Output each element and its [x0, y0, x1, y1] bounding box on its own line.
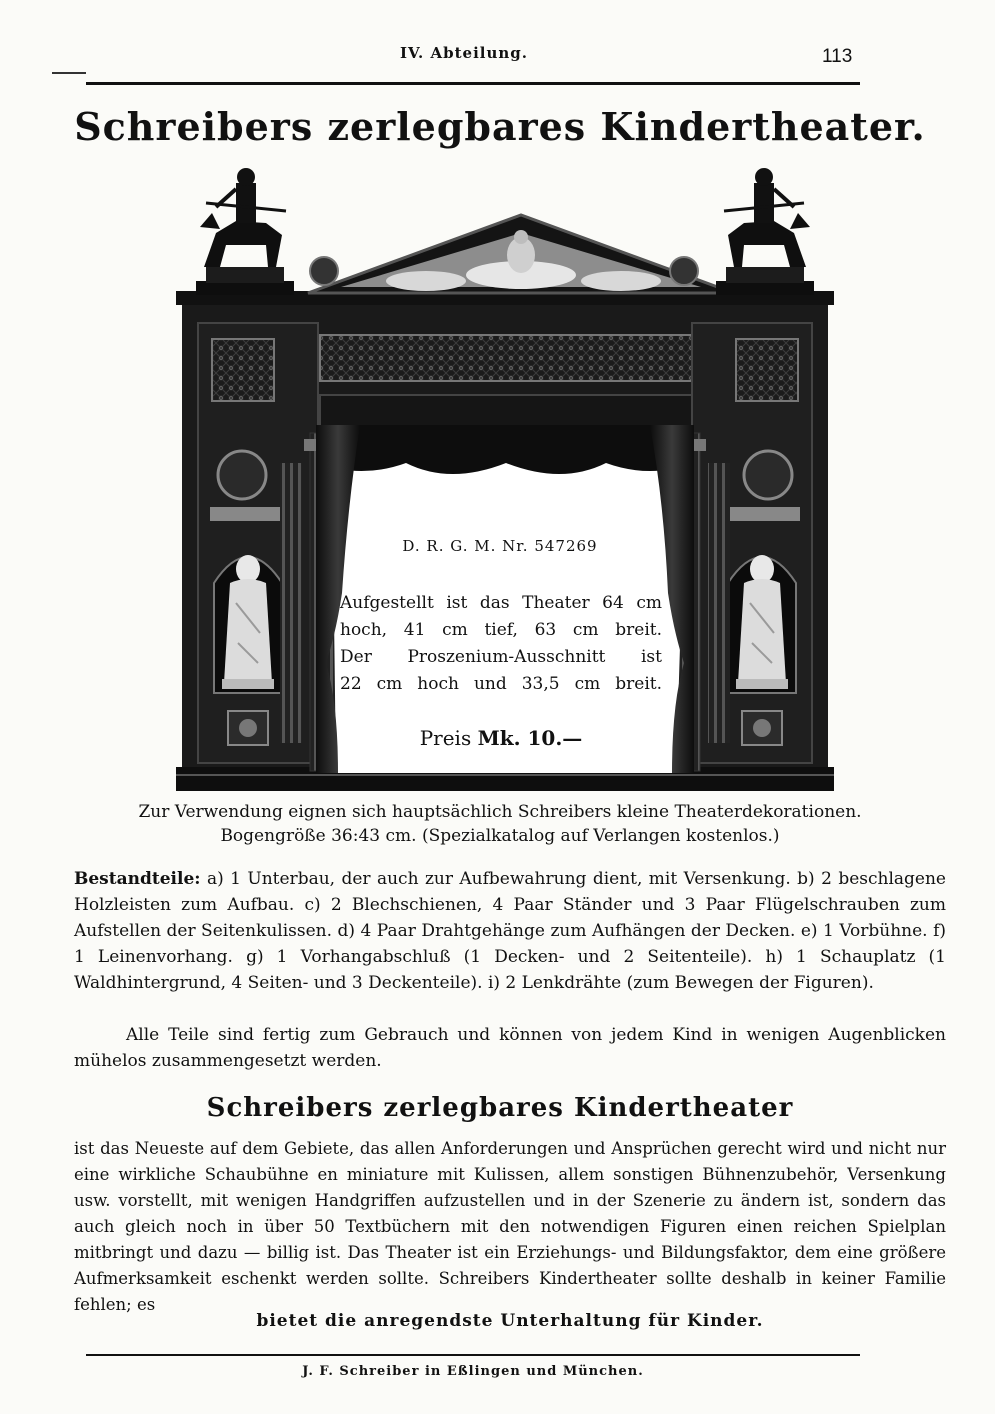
- dimensions-line: Der Proszenium-Ausschnitt ist: [340, 647, 662, 667]
- illustration-caption: [60, 800, 940, 848]
- closing-line: bietet die anregendste Unterhaltung für Kinder.: [256, 1311, 764, 1331]
- theater-illustration: [176, 163, 834, 793]
- publisher-footer: J. F. Schreiber in Eßlingen und München.: [302, 1364, 644, 1379]
- left-statue: [196, 168, 294, 295]
- page-number: 113: [822, 46, 853, 67]
- assembly-note: Alle Teile sind fertig zum Gebrauch und können von jedem Kind in wenigen Augenblicken mühelos zusammengesetzt werden.: [74, 1025, 946, 1071]
- parts-list: [74, 866, 946, 996]
- section-label: IV. Abteilung.: [400, 44, 528, 62]
- right-statue: [716, 168, 814, 295]
- top-rule: [86, 82, 860, 85]
- bottom-rule: [86, 1354, 860, 1356]
- page-title: Schreibers zerlegbares Kindertheater.: [74, 104, 926, 149]
- dimensions-line: Aufgestellt ist das Theater 64 cm: [340, 593, 662, 613]
- section-heading: Schreibers zerlegbares Kindertheater: [206, 1093, 794, 1123]
- margin-mark: [52, 72, 86, 74]
- caption-line: Bogengröße 36:43 cm. (Spezialkatalog auf Verlangen kostenlos.): [220, 826, 780, 846]
- dimensions-text: [340, 590, 662, 698]
- patent-number: D. R. G. M. Nr. 547269: [402, 537, 598, 555]
- caption-line: Zur Verwendung eignen sich hauptsächlich Schreibers kleine Theaterdekorationen.: [138, 802, 862, 822]
- dimensions-line: hoch, 41 cm tief, 63 cm breit.: [340, 620, 662, 640]
- description-paragraph: ist das Neueste auf dem Gebiete, das allen Anforderungen und Ansprüchen gerecht wird und nicht nur eine wirkliche Schaubühne en miniature mit Kulissen, allem sonstigen Bühnenzubehör, Versenkung usw. vorstellt, mit wenigen Handgriffen aufzustellen und in der Szenerie zu ändern ist, sondern das auch gleich noch in über 50 Textbüchern mit den notwendigen Figuren einen reichen Spielplan mitbringt und dazu — billig ist. Das Theater ist ein Erziehungs- und Bildungsfaktor, dem eine größere Aufmerksamkeit eschenkt werden sollte. Schreibers Kindertheater sollte deshalb in keiner Familie fehlen; es: [74, 1139, 946, 1314]
- parts-text: a) 1 Unterbau, der auch zur Aufbewahrung dient, mit Versenkung. b) 2 beschlagene Holzleisten zum Aufbau. c) 2 Blechschienen, 4 Paar Ständer und 3 Paar Flügelschrauben zum Aufstellen der Seitenkulissen. d) 4 Paar Drahtgehänge zum Aufhängen der Decken. e) 1 Vorbühne. f) 1 Leinenvorhang. g) 1 Vorhangabschluß (1 Decken- und 2 Seitenteile). h) 1 Schauplatz (1 Waldhintergrund, 4 Seiten- und 3 Deckenteile). i) 2 Lenkdrähte (zum Bewegen der Figuren).: [74, 869, 946, 993]
- price-label: Preis: [419, 726, 472, 750]
- pediment: [308, 215, 734, 293]
- parts-label: Bestandteile:: [74, 869, 201, 889]
- dimensions-line: 22 cm hoch und 33,5 cm breit.: [340, 674, 662, 694]
- price-value: Mk. 10.—: [477, 726, 583, 750]
- frieze: [320, 335, 692, 381]
- right-pillar: [692, 323, 812, 763]
- price: [340, 726, 662, 750]
- left-pillar: [198, 323, 318, 763]
